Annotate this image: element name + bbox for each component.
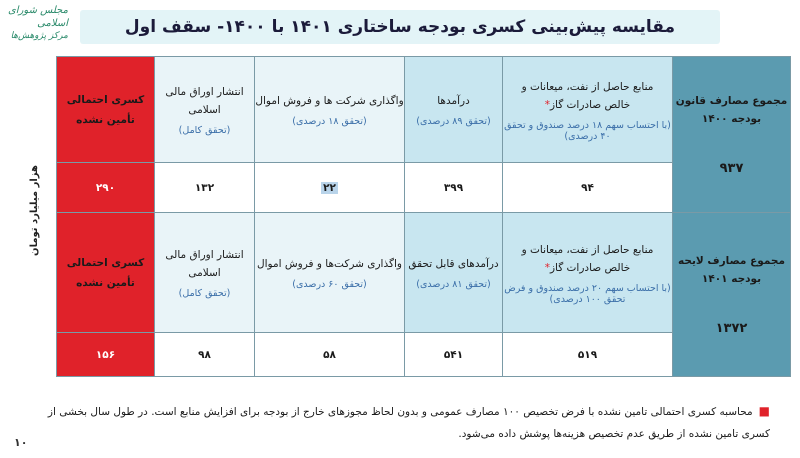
logo-line2: مرکز پژوهش‌ها [10, 31, 68, 41]
page-title: مقایسه پیش‌بینی کسری بودجه ساختاری ۱۴۰۱ با ۱۴۰۰- سقف اول [80, 10, 720, 44]
oil-value-1401: ۵۱۹ [503, 333, 673, 377]
page-number: ۱۰ [14, 436, 28, 449]
header-cell-1401: مجموع مصارف لایحه بودجه ۱۴۰۱ ۱۳۷۲ [673, 213, 791, 377]
oil-cell-1400: منابع حاصل از نفت، میعانات و خالص صادرات گاز* (با احتساب سهم ۱۸ درصد صندوق و تحقق ۴۰ درصدی) [503, 57, 673, 163]
bonds-cell-1400: انتشار اوراق مالی اسلامی (تحقق کامل) [155, 57, 255, 163]
bonds-value-1401: ۹۸ [155, 333, 255, 377]
budget-comparison-table [56, 56, 791, 377]
bullet-icon: ■ [758, 404, 770, 418]
revenues-value-1400: ۳۹۹ [405, 163, 503, 213]
bonds-value-1400: ۱۳۲ [155, 163, 255, 213]
deficit-cell-1400: کسری احتمالی تأمین نشده [57, 57, 155, 163]
revenues-cell-1400: درآمدها (تحقق ۸۹ درصدی) [405, 57, 503, 163]
header-cell-1400: مجموع مصارف قانون بودجه ۱۴۰۰ ۹۳۷ [673, 57, 791, 213]
table-row [57, 57, 791, 163]
privatization-cell-1401: واگذاری شرکت‌ها و فروش اموال (تحقق ۶۰ درصدی) [255, 213, 405, 333]
privatization-value-1401: ۵۸ [255, 333, 405, 377]
privatization-value-1400: ۲۲ [255, 163, 405, 213]
oil-value-1400: ۹۴ [503, 163, 673, 213]
revenues-cell-1401: درآمدهای قابل تحقق (تحقق ۸۱ درصدی) [405, 213, 503, 333]
table-row [57, 213, 791, 333]
privatization-cell-1400: واگذاری شرکت ها و فروش اموال (تحقق ۱۸ درصدی) [255, 57, 405, 163]
bonds-cell-1401: انتشار اوراق مالی اسلامی (تحقق کامل) [155, 213, 255, 333]
unit-label: هزار میلیارد تومان [28, 164, 40, 256]
revenues-value-1401: ۵۴۱ [405, 333, 503, 377]
total-expenditure-1400: ۹۳۷ [719, 160, 744, 176]
deficit-cell-1401: کسری احتمالی تأمین نشده [57, 213, 155, 333]
logo-line1: مجلس شورای اسلامی [7, 5, 68, 29]
logo [6, 4, 68, 48]
deficit-value-1401: ۱۵۶ [57, 333, 155, 377]
oil-cell-1401: منابع حاصل از نفت، میعانات و خالص صادرات گاز* (با احتساب سهم ۲۰ درصد صندوق و فرض تحقق ۱۰۰ درصدی) [503, 213, 673, 333]
deficit-value-1400: ۲۹۰ [57, 163, 155, 213]
total-expenditure-1401: ۱۳۷۲ [715, 320, 748, 336]
footnote: ■محاسبه کسری احتمالی تامین نشده با فرض تخصیص ۱۰۰ مصارف عمومی و بدون لحاظ مجوزهای خارج از بودجه برای افزایش منابع است. در طول سال بخشی از کسری تامین نشده از طریق عدم تخصیص هزینه‌ها پوشش داده می‌شود. [47, 404, 770, 440]
